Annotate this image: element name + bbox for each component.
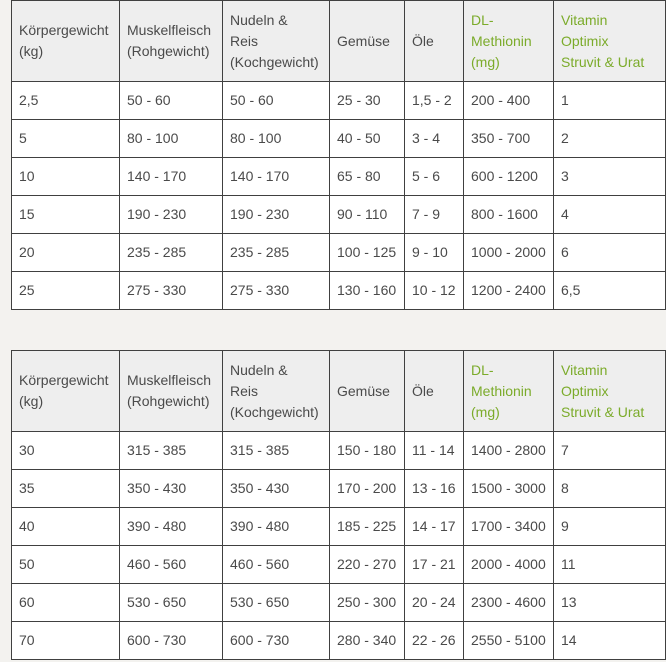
header-nudeln-reis: Nudeln & Reis (Kochgewicht) <box>223 351 330 432</box>
cell-gemuese: 185 - 225 <box>330 508 405 546</box>
header-row <box>12 351 666 432</box>
cell-nudeln-reis: 275 - 330 <box>223 272 330 310</box>
header-koerpergewicht: Körpergewicht (kg) <box>12 1 120 82</box>
cell-nudeln-reis: 530 - 650 <box>223 584 330 622</box>
cell-dl-methionin: 200 - 400 <box>464 82 554 120</box>
table-header <box>12 351 666 432</box>
feeding-table-1 <box>11 0 666 310</box>
cell-oele: 5 - 6 <box>405 158 464 196</box>
cell-nudeln-reis: 235 - 285 <box>223 234 330 272</box>
cell-vitamin-optimix: 2 <box>554 120 666 158</box>
cell-koerpergewicht: 60 <box>12 584 120 622</box>
table-row <box>12 584 666 622</box>
cell-oele: 20 - 24 <box>405 584 464 622</box>
cell-vitamin-optimix: 8 <box>554 470 666 508</box>
cell-muskelfleisch: 350 - 430 <box>120 470 223 508</box>
cell-koerpergewicht: 70 <box>12 622 120 660</box>
cell-muskelfleisch: 80 - 100 <box>120 120 223 158</box>
cell-nudeln-reis: 460 - 560 <box>223 546 330 584</box>
cell-oele: 9 - 10 <box>405 234 464 272</box>
header-gemuese: Gemüse <box>330 351 405 432</box>
cell-nudeln-reis: 600 - 730 <box>223 622 330 660</box>
header-gemuese: Gemüse <box>330 1 405 82</box>
cell-muskelfleisch: 140 - 170 <box>120 158 223 196</box>
cell-oele: 3 - 4 <box>405 120 464 158</box>
cell-koerpergewicht: 10 <box>12 158 120 196</box>
cell-gemuese: 280 - 340 <box>330 622 405 660</box>
cell-dl-methionin: 1400 - 2800 <box>464 432 554 470</box>
table-row <box>12 432 666 470</box>
table-row <box>12 272 666 310</box>
cell-vitamin-optimix: 11 <box>554 546 666 584</box>
cell-nudeln-reis: 50 - 60 <box>223 82 330 120</box>
cell-oele: 7 - 9 <box>405 196 464 234</box>
cell-koerpergewicht: 50 <box>12 546 120 584</box>
cell-muskelfleisch: 460 - 560 <box>120 546 223 584</box>
cell-koerpergewicht: 15 <box>12 196 120 234</box>
cell-nudeln-reis: 190 - 230 <box>223 196 330 234</box>
cell-vitamin-optimix: 6 <box>554 234 666 272</box>
cell-muskelfleisch: 50 - 60 <box>120 82 223 120</box>
cell-vitamin-optimix: 13 <box>554 584 666 622</box>
table-header <box>12 1 666 82</box>
cell-muskelfleisch: 275 - 330 <box>120 272 223 310</box>
table-row <box>12 196 666 234</box>
header-nudeln-reis: Nudeln & Reis (Kochgewicht) <box>223 1 330 82</box>
header-dl-methionin: DL- Methionin (mg) <box>464 1 554 82</box>
cell-muskelfleisch: 600 - 730 <box>120 622 223 660</box>
table-row <box>12 234 666 272</box>
cell-gemuese: 40 - 50 <box>330 120 405 158</box>
cell-nudeln-reis: 315 - 385 <box>223 432 330 470</box>
cell-oele: 1,5 - 2 <box>405 82 464 120</box>
cell-nudeln-reis: 350 - 430 <box>223 470 330 508</box>
header-dl-methionin: DL- Methionin (mg) <box>464 351 554 432</box>
cell-oele: 14 - 17 <box>405 508 464 546</box>
cell-nudeln-reis: 140 - 170 <box>223 158 330 196</box>
cell-vitamin-optimix: 14 <box>554 622 666 660</box>
cell-vitamin-optimix: 6,5 <box>554 272 666 310</box>
table-row <box>12 82 666 120</box>
cell-vitamin-optimix: 1 <box>554 82 666 120</box>
cell-nudeln-reis: 80 - 100 <box>223 120 330 158</box>
cell-nudeln-reis: 390 - 480 <box>223 508 330 546</box>
table-row <box>12 158 666 196</box>
cell-dl-methionin: 2300 - 4600 <box>464 584 554 622</box>
cell-vitamin-optimix: 4 <box>554 196 666 234</box>
header-vitamin-optimix: Vitamin Optimix Struvit & Urat <box>554 351 666 432</box>
cell-gemuese: 250 - 300 <box>330 584 405 622</box>
cell-dl-methionin: 2000 - 4000 <box>464 546 554 584</box>
cell-gemuese: 130 - 160 <box>330 272 405 310</box>
table-row <box>12 470 666 508</box>
cell-dl-methionin: 1700 - 3400 <box>464 508 554 546</box>
header-oele: Öle <box>405 351 464 432</box>
cell-vitamin-optimix: 3 <box>554 158 666 196</box>
cell-gemuese: 100 - 125 <box>330 234 405 272</box>
cell-dl-methionin: 1200 - 2400 <box>464 272 554 310</box>
cell-dl-methionin: 1000 - 2000 <box>464 234 554 272</box>
cell-vitamin-optimix: 7 <box>554 432 666 470</box>
cell-koerpergewicht: 30 <box>12 432 120 470</box>
header-row <box>12 1 666 82</box>
cell-muskelfleisch: 190 - 230 <box>120 196 223 234</box>
cell-oele: 22 - 26 <box>405 622 464 660</box>
cell-gemuese: 220 - 270 <box>330 546 405 584</box>
cell-dl-methionin: 600 - 1200 <box>464 158 554 196</box>
cell-oele: 11 - 14 <box>405 432 464 470</box>
cell-dl-methionin: 800 - 1600 <box>464 196 554 234</box>
table-row <box>12 120 666 158</box>
table-row <box>12 622 666 660</box>
cell-koerpergewicht: 40 <box>12 508 120 546</box>
header-vitamin-optimix: Vitamin Optimix Struvit & Urat <box>554 1 666 82</box>
table-row <box>12 508 666 546</box>
cell-oele: 17 - 21 <box>405 546 464 584</box>
cell-koerpergewicht: 35 <box>12 470 120 508</box>
cell-oele: 13 - 16 <box>405 470 464 508</box>
cell-koerpergewicht: 20 <box>12 234 120 272</box>
header-muskelfleisch: Muskelfleisch (Rohgewicht) <box>120 1 223 82</box>
cell-gemuese: 170 - 200 <box>330 470 405 508</box>
table-body <box>12 82 666 310</box>
cell-gemuese: 65 - 80 <box>330 158 405 196</box>
header-muskelfleisch: Muskelfleisch (Rohgewicht) <box>120 351 223 432</box>
cell-muskelfleisch: 390 - 480 <box>120 508 223 546</box>
cell-gemuese: 150 - 180 <box>330 432 405 470</box>
cell-vitamin-optimix: 9 <box>554 508 666 546</box>
cell-dl-methionin: 1500 - 3000 <box>464 470 554 508</box>
cell-muskelfleisch: 530 - 650 <box>120 584 223 622</box>
cell-oele: 10 - 12 <box>405 272 464 310</box>
cell-dl-methionin: 2550 - 5100 <box>464 622 554 660</box>
header-koerpergewicht: Körpergewicht (kg) <box>12 351 120 432</box>
table-body <box>12 432 666 660</box>
cell-koerpergewicht: 25 <box>12 272 120 310</box>
cell-gemuese: 90 - 110 <box>330 196 405 234</box>
cell-muskelfleisch: 315 - 385 <box>120 432 223 470</box>
table-row <box>12 546 666 584</box>
cell-dl-methionin: 350 - 700 <box>464 120 554 158</box>
cell-muskelfleisch: 235 - 285 <box>120 234 223 272</box>
header-oele: Öle <box>405 1 464 82</box>
feeding-table-2 <box>11 350 666 660</box>
cell-koerpergewicht: 5 <box>12 120 120 158</box>
cell-gemuese: 25 - 30 <box>330 82 405 120</box>
cell-koerpergewicht: 2,5 <box>12 82 120 120</box>
